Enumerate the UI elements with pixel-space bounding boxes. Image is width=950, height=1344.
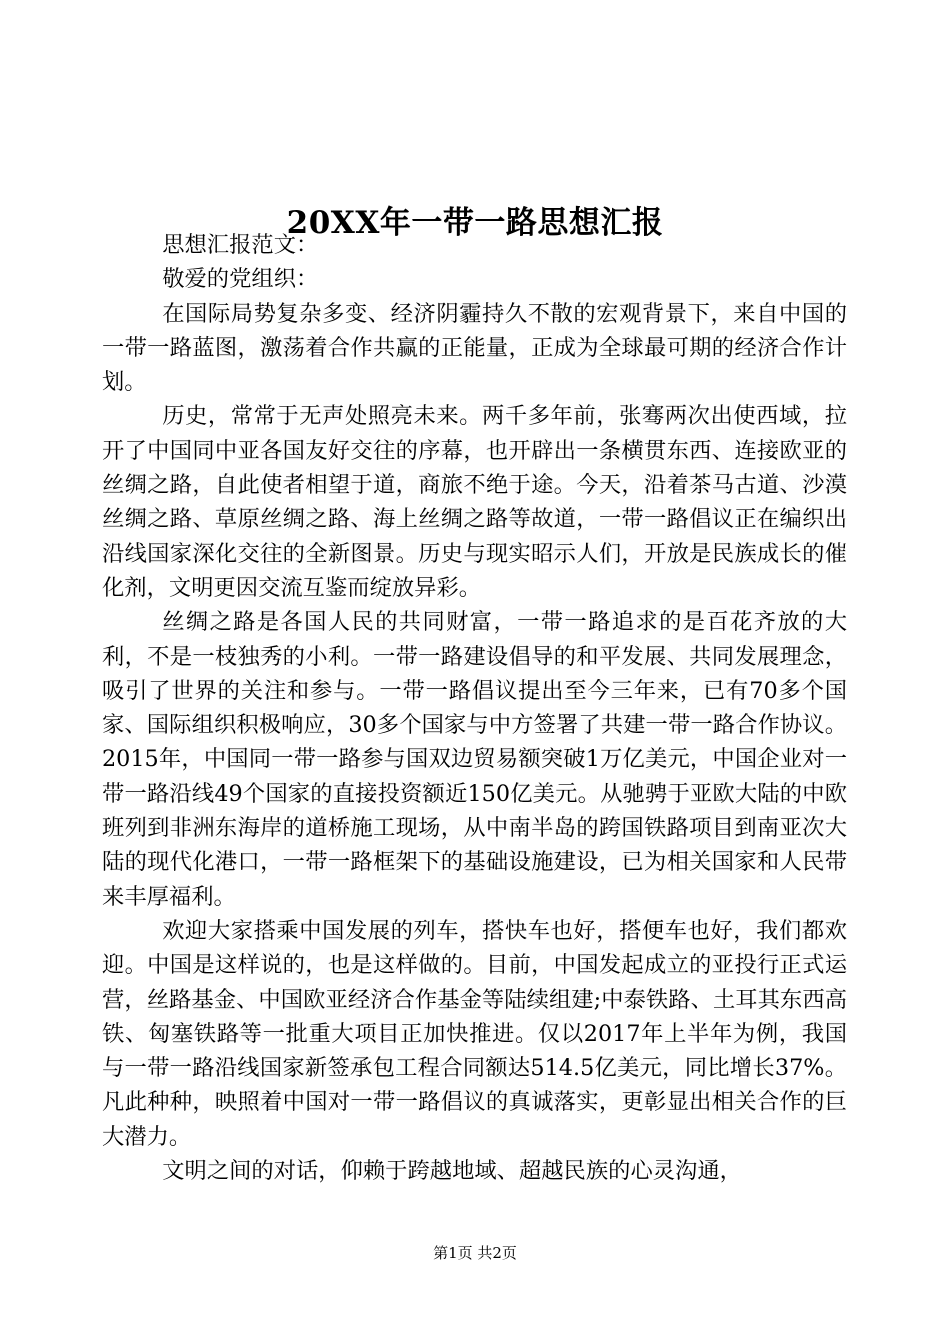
paragraph-3: 丝绸之路是各国人民的共同财富，一带一路追求的是百花齐放的大利，不是一枝独秀的小利。一带一路建设倡导的和平发展、共同发展理念，吸引了世界的关注和参与。一带一路倡议提出至今三年来，已有70多个国家、国际组织积极响应，30多个国家与中方签署了共建一带一路合作协议。2015年，中国同一带一路参与国双边贸易额突破1万亿美元，中国企业对一带一路沿线49个国家的直接投资额近150亿美元。从驰骋于亚欧大陆的中欧班列到非洲东海岸的道桥施工现场，从中南半岛的跨国铁路项目到南亚次大陆的现代化港口，一带一路框架下的基础设施建设，已为相关国家和人民带来丰厚福利。: [102, 609, 847, 910]
page-footer: 第1页 共2页: [433, 1244, 517, 1262]
paragraph-5: 文明之间的对话，仰赖于跨越地域、超越民族的心灵沟通，: [162, 1158, 742, 1185]
document-title: 20XX年一带一路思想汇报: [286, 204, 664, 241]
paragraph-salutation-2: 敬爱的党组织：: [162, 266, 319, 293]
paragraph-2: 历史，常常于无声处照亮未来。两千多年前，张骞两次出使西域，拉开了中国同中亚各国友好交往的序幕，也开辟出一条横贯东西、连接欧亚的丝绸之路，自此使者相望于道，商旅不绝于途。今天，沿着茶马古道、沙漠丝绸之路、草原丝绸之路、海上丝绸之路等故道，一带一路倡议正在编织出沿线国家深化交往的全新图景。历史与现实昭示人们，开放是民族成长的催化剂，文明更因交流互鉴而绽放异彩。: [102, 403, 847, 601]
paragraph-salutation-1: 思想汇报范文：: [162, 232, 319, 258]
document-body: [102, 228, 847, 1188]
paragraph-1: 在国际局势复杂多变、经济阴霾持久不散的宏观背景下，来自中国的一带一路蓝图，激荡着合作共赢的正能量，正成为全球最可期的经济合作计划。: [102, 300, 847, 396]
paragraph-4: 欢迎大家搭乘中国发展的列车，搭快车也好，搭便车也好，我们都欢迎。中国是这样说的，也是这样做的。目前，中国发起成立的亚投行正式运营，丝路基金、中国欧亚经济合作基金等陆续组建;中泰铁路、土耳其东西高铁、匈塞铁路等一批重大项目正加快推进。仅以2017年上半年为例，我国与一带一路沿线国家新签承包工程合同额达514.5亿美元，同比增长37%。凡此种种，映照着中国对一带一路倡议的真诚落实，更彰显出相关合作的巨大潜力。: [102, 917, 847, 1150]
